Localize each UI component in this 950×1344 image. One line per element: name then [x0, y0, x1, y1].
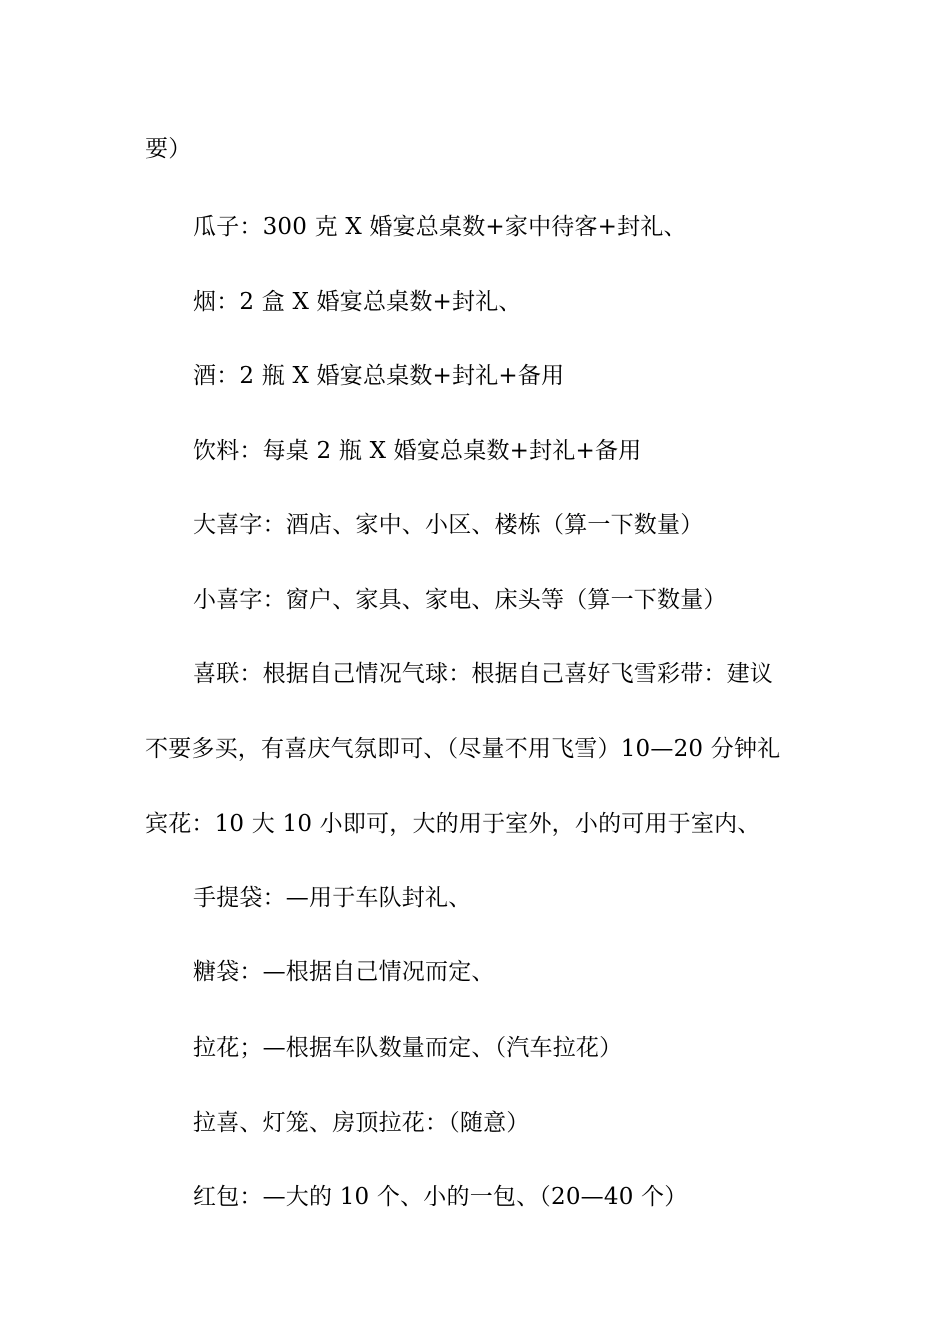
text-line: 大喜字：酒店、家中、小区、楼栋（算一下数量） — [193, 512, 704, 538]
text-line: 酒：2 瓶 X 婚宴总桌数+封礼+备用 — [193, 363, 565, 389]
text-line: 不要多买，有喜庆气氛即可、（尽量不用飞雪）10—20 分钟礼 — [145, 736, 781, 762]
text-line: 喜联：根据自己情况气球：根据自己喜好飞雪彩带：建议 — [193, 661, 773, 687]
text-line: 要） — [145, 136, 192, 162]
text-line: 烟：2 盒 X 婚宴总桌数+封礼、 — [193, 289, 522, 315]
text-line: 拉喜、灯笼、房顶拉花：（随意） — [193, 1110, 530, 1136]
text-line: 瓜子：300 克 X 婚宴总桌数+家中待客+封礼、 — [193, 214, 687, 240]
text-line: 宾花：10 大 10 小即可，大的用于室外，小的可用于室内、 — [145, 811, 761, 837]
text-line: 饮料：每桌 2 瓶 X 婚宴总桌数+封礼+备用 — [193, 438, 642, 464]
text-line: 红包：—大的 10 个、小的一包、（20—40 个） — [193, 1184, 688, 1210]
text-line: 手提袋：—用于车队封礼、 — [193, 885, 472, 911]
text-line: 糖袋：—根据自己情况而定、 — [193, 959, 495, 985]
text-line: 小喜字：窗户、家具、家电、床头等（算一下数量） — [193, 587, 727, 613]
text-line: 拉花；—根据车队数量而定、（汽车拉花） — [193, 1035, 623, 1061]
